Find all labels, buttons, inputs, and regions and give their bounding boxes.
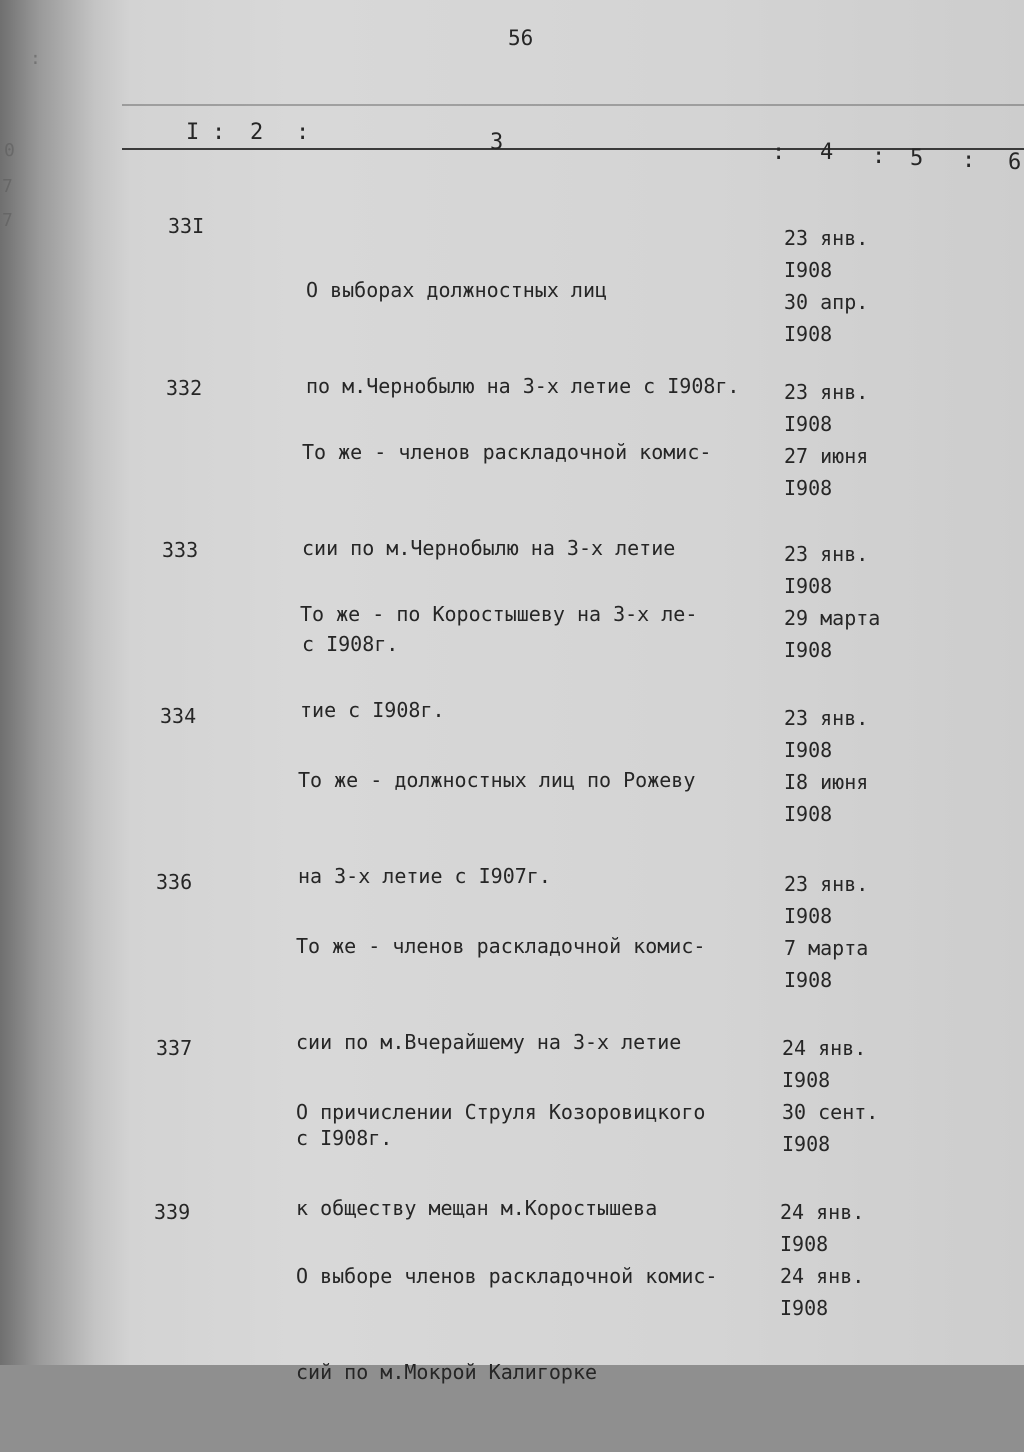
date-line: 27 июня — [784, 444, 869, 468]
column-header-4: 4 — [820, 140, 837, 165]
title-line: То же - членов раскладочной комис- — [296, 934, 706, 958]
header-rule-bottom — [122, 148, 1024, 150]
column-separator: : — [872, 144, 889, 169]
title-line: тие с I908г. — [300, 698, 445, 722]
date-line: I908 — [782, 1068, 831, 1092]
date-line: 29 марта — [784, 606, 881, 630]
column-separator: : — [772, 140, 789, 165]
date-line: I908 — [780, 1232, 829, 1256]
margin-mark: 7 — [2, 176, 13, 197]
date-line: I908 — [784, 638, 833, 662]
date-line: 30 апр. — [784, 290, 869, 314]
column-header-5: 5 — [910, 146, 927, 171]
date-line: I8 июня — [784, 770, 869, 794]
title-line: То же - должностных лиц по Рожеву — [298, 768, 696, 792]
date-line: I908 — [782, 1132, 831, 1156]
date-line: 23 янв. — [784, 380, 869, 404]
date-line: 24 янв. — [780, 1264, 865, 1288]
column-separator: : — [296, 120, 313, 145]
date-line: I908 — [784, 476, 833, 500]
title-line: О выборах должностных лиц — [306, 278, 608, 302]
date-line: I908 — [784, 738, 833, 762]
title-line: к обществу мещан м.Коростышева — [296, 1196, 658, 1220]
margin-mark: 7 — [2, 210, 13, 231]
case-number: 334 — [160, 704, 197, 728]
title-line: на 3-х летие с I907г. — [298, 864, 551, 888]
date-line: 23 янв. — [784, 706, 869, 730]
date-line: 23 янв. — [784, 872, 869, 896]
date-line: I908 — [780, 1296, 829, 1320]
date-line: 7 марта — [784, 936, 869, 960]
title-line: О причислении Струля Козоровицкого — [296, 1100, 706, 1124]
column-separator: : — [212, 120, 229, 145]
case-number: 337 — [156, 1036, 193, 1060]
title-line: сии по м.Чернобылю на 3-х летие — [302, 536, 676, 560]
case-number: 339 — [154, 1200, 191, 1224]
date-line: I908 — [784, 904, 833, 928]
date-line: I908 — [784, 968, 833, 992]
date-line: 30 сент. — [782, 1100, 879, 1124]
case-title — [296, 1196, 766, 1452]
case-dates — [784, 538, 894, 666]
date-line: 23 янв. — [784, 542, 869, 566]
date-line: 24 янв. — [780, 1200, 865, 1224]
margin-mark: : — [30, 48, 41, 69]
title-line: сий по м.Мокрой Калигорке — [296, 1360, 598, 1384]
date-line: I908 — [784, 574, 833, 598]
title-line: То же - по Коростышеву на 3-х ле- — [300, 602, 698, 626]
column-header-1: I — [186, 120, 203, 145]
column-separator: : — [962, 148, 979, 173]
header-rule-top — [122, 104, 1024, 106]
column-header-6: 6 — [1008, 150, 1024, 175]
title-line: О выборе членов раскладочной комис- — [296, 1264, 718, 1288]
case-number: 333 — [162, 538, 199, 562]
case-dates — [784, 868, 894, 996]
date-line: 23 янв. — [784, 226, 869, 250]
case-dates — [782, 1032, 892, 1160]
column-header-3: 3 — [490, 130, 507, 155]
case-dates — [784, 376, 894, 504]
margin-mark: 0 — [4, 140, 15, 161]
title-line: по м.Чернобылю на 3-х летие с I908г. — [306, 374, 740, 398]
date-line: I908 — [784, 412, 833, 436]
case-dates — [780, 1196, 890, 1324]
title-line: с I908г. — [302, 632, 399, 656]
case-number: 33I — [168, 214, 205, 238]
case-number: 336 — [156, 870, 193, 894]
case-dates — [784, 702, 894, 830]
page-number: 56 — [508, 26, 534, 50]
title-line: То же - членов раскладочной комис- — [302, 440, 712, 464]
title-line: сии по м.Вчерайшему на 3-х летие — [296, 1030, 682, 1054]
column-header-2: 2 — [250, 120, 267, 145]
date-line: 24 янв. — [782, 1036, 867, 1060]
date-line: I908 — [784, 258, 833, 282]
date-line: I908 — [784, 802, 833, 826]
title-line: с I908г. — [296, 1126, 393, 1150]
case-number: 332 — [166, 376, 203, 400]
case-dates — [784, 222, 894, 350]
date-line: I908 — [784, 322, 833, 346]
